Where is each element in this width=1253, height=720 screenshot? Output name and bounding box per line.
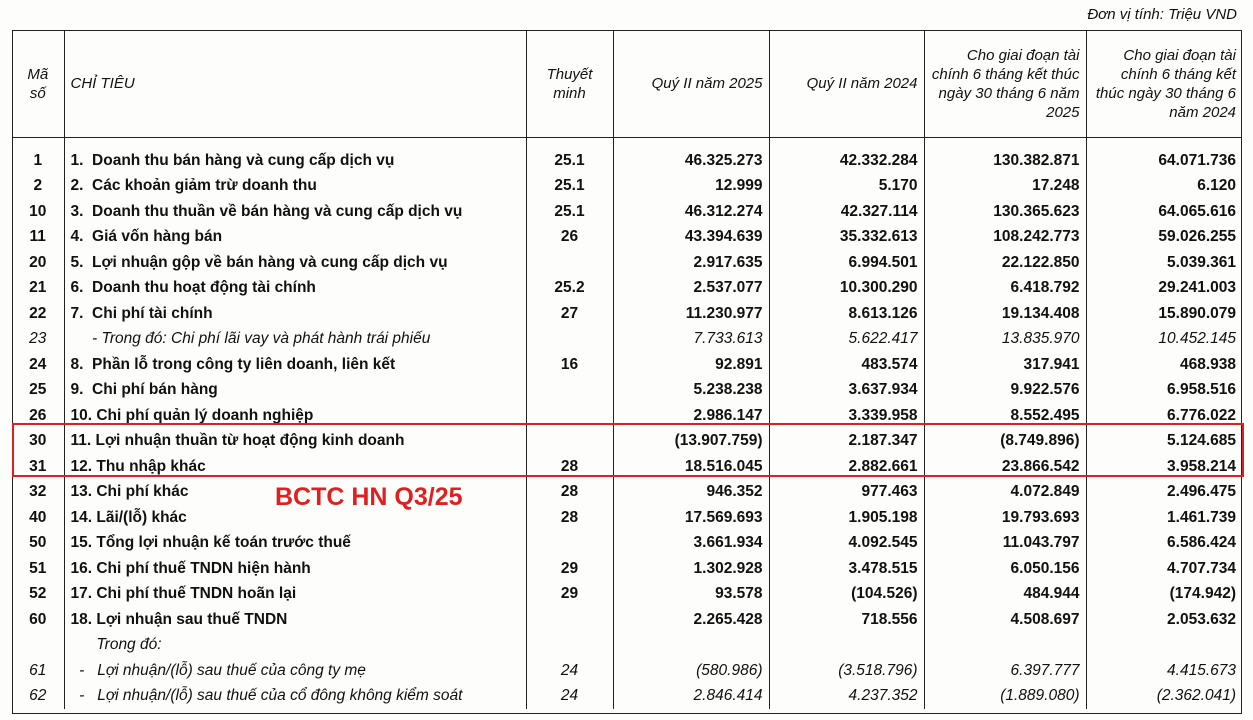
cell-h1-2024: 5.124.685 <box>1086 429 1242 455</box>
cell-ma-so: 11 <box>29 228 46 246</box>
cell-h1-2024: 2.053.632 <box>1086 607 1242 633</box>
cell-ma-so: 2 <box>33 177 43 195</box>
cell-thuyet-minh: 24 <box>526 658 613 684</box>
cell-ma-so: 24 <box>29 355 47 373</box>
cell-h1-2025: (1.889.080) <box>924 684 1086 710</box>
table-row <box>12 684 1242 710</box>
cell-h1-2025: 11.043.797 <box>924 531 1086 557</box>
cell-q2-2025: 46.312.274 <box>613 199 769 225</box>
cell-q2-2025: 7.733.613 <box>613 327 769 353</box>
cell-q2-2024: 5.170 <box>769 174 924 200</box>
cell-h1-2024: 59.026.255 <box>1086 225 1242 251</box>
cell-q2-2025: 12.999 <box>613 174 769 200</box>
cell-chi-tieu: 7. Chi phí tài chính <box>64 301 526 327</box>
cell-h1-2024: 29.241.003 <box>1086 276 1242 302</box>
cell-thuyet-minh <box>526 607 613 633</box>
cell-q2-2024: 718.556 <box>769 607 924 633</box>
cell-ma-so: 32 <box>29 483 47 501</box>
cell-thuyet-minh <box>526 633 613 659</box>
annotation-label: BCTC HN Q3/25 <box>275 483 463 511</box>
cell-ma-so: 62 <box>29 687 47 705</box>
cell-q2-2024: 483.574 <box>769 352 924 378</box>
cell-q2-2024: 42.327.114 <box>769 199 924 225</box>
cell-chi-tieu: 3. Doanh thu thuần về bán hàng và cung cấp dịch vụ <box>64 199 526 225</box>
table-row <box>12 174 1242 200</box>
cell-ma-so <box>12 633 64 659</box>
cell-q2-2024: (3.518.796) <box>769 658 924 684</box>
cell-q2-2024: 6.994.501 <box>769 250 924 276</box>
cell-h1-2025: 19.134.408 <box>924 301 1086 327</box>
cell-thuyet-minh: 25.2 <box>526 276 613 302</box>
cell-h1-2025: (8.749.896) <box>924 429 1086 455</box>
cell-q2-2024: 3.339.958 <box>769 403 924 429</box>
cell-q2-2025: 18.516.045 <box>613 454 769 480</box>
cell-h1-2024: (2.362.041) <box>1086 684 1242 710</box>
cell-h1-2024: 6.958.516 <box>1086 378 1242 404</box>
unit-label: Đơn vị tính: Triệu VND <box>1087 6 1237 23</box>
header-q2-2024: Quý II năm 2024 <box>769 30 924 138</box>
cell-ma-so: 23 <box>29 330 47 348</box>
cell-thuyet-minh <box>526 531 613 557</box>
cell-thuyet-minh <box>526 378 613 404</box>
table-row <box>12 378 1242 404</box>
cell-chi-tieu: 8. Phần lỗ trong công ty liên doanh, liên kết <box>64 352 526 378</box>
cell-thuyet-minh: 25.1 <box>526 174 613 200</box>
cell-q2-2025: 46.325.273 <box>613 138 769 174</box>
table-row <box>12 250 1242 276</box>
cell-h1-2025: 4.508.697 <box>924 607 1086 633</box>
cell-chi-tieu: Trong đó: <box>64 633 526 659</box>
cell-chi-tieu: 6. Doanh thu hoạt động tài chính <box>64 276 526 302</box>
cell-q2-2024 <box>769 633 924 659</box>
table-row <box>12 531 1242 557</box>
cell-h1-2025: 4.072.849 <box>924 480 1086 506</box>
cell-thuyet-minh: 25.1 <box>526 138 613 174</box>
cell-h1-2024: 1.461.739 <box>1086 505 1242 531</box>
cell-q2-2024: 1.905.198 <box>769 505 924 531</box>
cell-chi-tieu: 12. Thu nhập khác <box>64 454 526 480</box>
cell-q2-2025: 1.302.928 <box>613 556 769 582</box>
income-statement-table <box>12 30 1242 709</box>
cell-ma-so: 20 <box>29 253 47 271</box>
cell-h1-2024: 6.776.022 <box>1086 403 1242 429</box>
cell-q2-2025: (13.907.759) <box>613 429 769 455</box>
cell-q2-2025: 11.230.977 <box>613 301 769 327</box>
cell-thuyet-minh: 16 <box>526 352 613 378</box>
cell-q2-2025: 3.661.934 <box>613 531 769 557</box>
cell-chi-tieu: 16. Chi phí thuế TNDN hiện hành <box>64 556 526 582</box>
cell-h1-2025: 17.248 <box>924 174 1086 200</box>
cell-h1-2024 <box>1086 633 1242 659</box>
cell-h1-2025: 23.866.542 <box>924 454 1086 480</box>
cell-ma-so: 22 <box>29 304 47 322</box>
cell-thuyet-minh: 28 <box>526 454 613 480</box>
table-row <box>12 327 1242 353</box>
cell-h1-2024: 64.065.616 <box>1086 199 1242 225</box>
table-row <box>12 480 1242 506</box>
cell-q2-2024: 5.622.417 <box>769 327 924 353</box>
cell-q2-2025 <box>613 633 769 659</box>
cell-chi-tieu: 9. Chi phí bán hàng <box>64 378 526 404</box>
cell-chi-tieu: 1. Doanh thu bán hàng và cung cấp dịch vụ <box>64 138 526 174</box>
cell-h1-2024: 4.415.673 <box>1086 658 1242 684</box>
cell-h1-2025: 130.365.623 <box>924 199 1086 225</box>
cell-q2-2024: 4.237.352 <box>769 684 924 710</box>
table-row <box>12 352 1242 378</box>
table-row <box>12 301 1242 327</box>
cell-h1-2025: 108.242.773 <box>924 225 1086 251</box>
cell-h1-2025: 22.122.850 <box>924 250 1086 276</box>
cell-h1-2025: 9.922.576 <box>924 378 1086 404</box>
cell-thuyet-minh <box>526 327 613 353</box>
highlight-box <box>12 423 1244 477</box>
cell-chi-tieu: 11. Lợi nhuận thuần từ hoạt động kinh doanh <box>64 429 526 455</box>
cell-thuyet-minh: 25.1 <box>526 199 613 225</box>
cell-h1-2025: 19.793.693 <box>924 505 1086 531</box>
cell-q2-2025: 17.569.693 <box>613 505 769 531</box>
cell-ma-so: 50 <box>29 534 47 552</box>
cell-q2-2024: 4.092.545 <box>769 531 924 557</box>
cell-h1-2025: 130.382.871 <box>924 138 1086 174</box>
cell-q2-2025: 92.891 <box>613 352 769 378</box>
table-row <box>12 582 1242 608</box>
cell-chi-tieu: 2. Các khoản giảm trừ doanh thu <box>64 174 526 200</box>
cell-q2-2025: 2.265.428 <box>613 607 769 633</box>
cell-q2-2025: 93.578 <box>613 582 769 608</box>
cell-ma-so: 51 <box>29 559 47 577</box>
cell-thuyet-minh: 29 <box>526 582 613 608</box>
cell-q2-2024: 977.463 <box>769 480 924 506</box>
cell-h1-2024: 4.707.734 <box>1086 556 1242 582</box>
table-row <box>12 505 1242 531</box>
cell-h1-2024: 64.071.736 <box>1086 138 1242 174</box>
cell-h1-2024: 5.039.361 <box>1086 250 1242 276</box>
cell-ma-so: 21 <box>29 279 47 297</box>
cell-q2-2025: (580.986) <box>613 658 769 684</box>
cell-ma-so: 60 <box>29 610 47 628</box>
cell-ma-so: 31 <box>29 457 47 475</box>
table-header-row <box>12 30 1242 138</box>
cell-ma-so: 61 <box>29 661 47 679</box>
cell-h1-2024: 3.958.214 <box>1086 454 1242 480</box>
cell-h1-2025: 317.941 <box>924 352 1086 378</box>
header-chi-tieu: CHỈ TIÊU <box>64 30 526 138</box>
cell-ma-so: 52 <box>29 585 47 603</box>
table-row <box>12 633 1242 659</box>
cell-chi-tieu: 4. Giá vốn hàng bán <box>64 225 526 251</box>
cell-chi-tieu: 18. Lợi nhuận sau thuế TNDN <box>64 607 526 633</box>
cell-chi-tieu: 10. Chi phí quản lý doanh nghiệp <box>64 403 526 429</box>
header-q2-2025: Quý II năm 2025 <box>613 30 769 138</box>
cell-h1-2025: 13.835.970 <box>924 327 1086 353</box>
table-row <box>12 607 1242 633</box>
cell-thuyet-minh: 28 <box>526 480 613 506</box>
cell-thuyet-minh: 29 <box>526 556 613 582</box>
cell-h1-2024: 468.938 <box>1086 352 1242 378</box>
cell-q2-2025: 2.986.147 <box>613 403 769 429</box>
cell-chi-tieu: 5. Lợi nhuận gộp về bán hàng và cung cấp dịch vụ <box>64 250 526 276</box>
cell-q2-2024: (104.526) <box>769 582 924 608</box>
cell-q2-2024: 8.613.126 <box>769 301 924 327</box>
cell-q2-2024: 35.332.613 <box>769 225 924 251</box>
cell-h1-2025: 6.397.777 <box>924 658 1086 684</box>
cell-ma-so: 26 <box>29 406 47 424</box>
cell-h1-2024: 15.890.079 <box>1086 301 1242 327</box>
cell-ma-so: 10 <box>29 202 47 220</box>
cell-q2-2024: 3.637.934 <box>769 378 924 404</box>
cell-h1-2025 <box>924 633 1086 659</box>
cell-q2-2024: 10.300.290 <box>769 276 924 302</box>
cell-chi-tieu: 15. Tổng lợi nhuận kế toán trước thuế <box>64 531 526 557</box>
table-row <box>12 225 1242 251</box>
cell-q2-2025: 2.537.077 <box>613 276 769 302</box>
table-row <box>12 556 1242 582</box>
cell-q2-2025: 946.352 <box>613 480 769 506</box>
cell-q2-2025: 43.394.639 <box>613 225 769 251</box>
cell-thuyet-minh: 27 <box>526 301 613 327</box>
header-h1-2024: Cho giai đoạn tài chính 6 tháng kết thúc ngày 30 tháng 6 năm 2024 <box>1086 30 1242 138</box>
cell-ma-so: 25 <box>29 381 47 399</box>
cell-chi-tieu: - Lợi nhuận/(lỗ) sau thuế của cổ đông không kiểm soát <box>64 684 526 710</box>
cell-chi-tieu: 13. Chi phí khác <box>64 480 526 506</box>
cell-q2-2024: 3.478.515 <box>769 556 924 582</box>
cell-chi-tieu: 17. Chi phí thuế TNDN hoãn lại <box>64 582 526 608</box>
header-thuyet-minh: Thuyết minh <box>526 30 613 138</box>
cell-ma-so: 30 <box>29 432 47 450</box>
table-row <box>12 199 1242 225</box>
table-row <box>12 276 1242 302</box>
cell-h1-2025: 6.050.156 <box>924 556 1086 582</box>
cell-h1-2024: (174.942) <box>1086 582 1242 608</box>
cell-ma-so: 40 <box>29 508 47 526</box>
cell-thuyet-minh: 26 <box>526 225 613 251</box>
table-row <box>12 138 1242 174</box>
cell-chi-tieu: 14. Lãi/(lỗ) khác <box>64 505 526 531</box>
cell-q2-2025: 5.238.238 <box>613 378 769 404</box>
cell-q2-2025: 2.917.635 <box>613 250 769 276</box>
cell-q2-2025: 2.846.414 <box>613 684 769 710</box>
cell-h1-2025: 8.552.495 <box>924 403 1086 429</box>
cell-chi-tieu: - Lợi nhuận/(lỗ) sau thuế của công ty mẹ <box>64 658 526 684</box>
cell-thuyet-minh: 24 <box>526 684 613 710</box>
cell-thuyet-minh <box>526 250 613 276</box>
cell-h1-2024: 2.496.475 <box>1086 480 1242 506</box>
cell-h1-2025: 484.944 <box>924 582 1086 608</box>
cell-ma-so: 1 <box>33 151 43 169</box>
header-ma-so: Mã số <box>12 30 64 138</box>
cell-thuyet-minh: 28 <box>526 505 613 531</box>
cell-h1-2024: 6.120 <box>1086 174 1242 200</box>
cell-h1-2025: 6.418.792 <box>924 276 1086 302</box>
cell-q2-2024: 42.332.284 <box>769 138 924 174</box>
cell-chi-tieu: - Trong đó: Chi phí lãi vay và phát hành trái phiếu <box>64 327 526 353</box>
table-row <box>12 658 1242 684</box>
cell-q2-2024: 2.187.347 <box>769 429 924 455</box>
cell-q2-2024: 2.882.661 <box>769 454 924 480</box>
cell-h1-2024: 10.452.145 <box>1086 327 1242 353</box>
cell-h1-2024: 6.586.424 <box>1086 531 1242 557</box>
header-h1-2025: Cho giai đoạn tài chính 6 tháng kết thúc ngày 30 tháng 6 năm 2025 <box>924 30 1086 138</box>
